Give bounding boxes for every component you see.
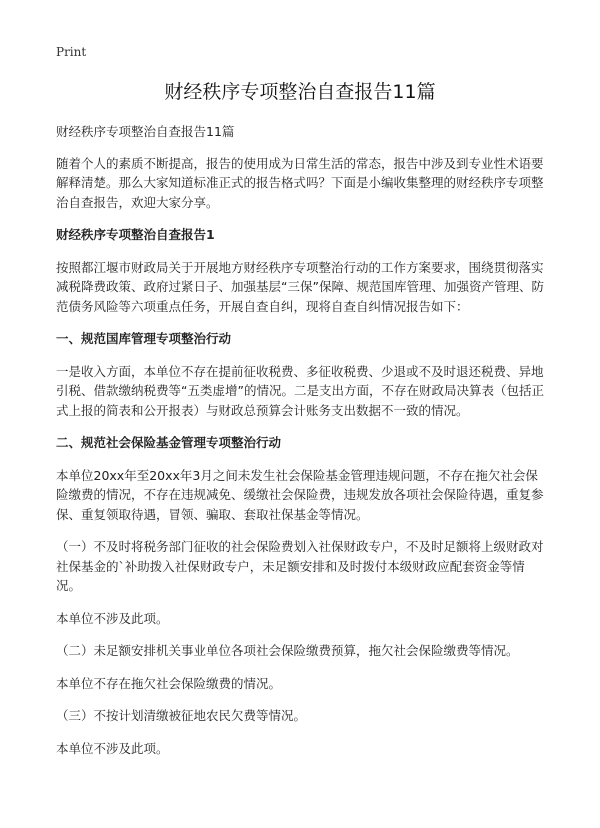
- note-1: 本单位不涉及此项。: [56, 610, 169, 626]
- page-title: 财经秩序专项整治自查报告11篇: [164, 81, 436, 103]
- article-body: [56, 122, 548, 771]
- list-item-2: （二）未足额安排机关事业单位各项社会保险缴费预算，拖欠社会保险缴费等情况。: [56, 643, 519, 658]
- paragraph-social-insurance: 本单位20xx年至20xx年3月之间未发生社会保险基金管理违规问题，不存在拖欠社会保险缴费的情况，不存在违规减免、缓缴社会保险费，违规发放各项社会保险待遇，重复参保、重复领取待遇，冒领、骗取、套取社保基金等情况。: [56, 467, 544, 522]
- article-subtitle: 财经秩序专项整治自查报告11篇: [56, 124, 235, 139]
- section-heading: 财经秩序专项整治自查报告1: [56, 227, 215, 242]
- heading-treasury: 一、规范国库管理专项整治行动: [56, 331, 232, 346]
- list-item-3: （三）不按计划清缴被征地农民欠费等情况。: [56, 708, 307, 723]
- heading-social-insurance: 二、规范社会保险基金管理专项整治行动: [56, 435, 282, 450]
- print-link[interactable]: Print: [56, 45, 87, 59]
- note-3: 本单位不涉及此项。: [56, 740, 169, 756]
- intro-paragraph: 随着个人的素质不断提高，报告的使用成为日常生活的常态，报告中涉及到专业性术语要解释清楚。那么大家知道标准正式的报告格式吗？下面是小编收集整理的财经秩序专项整治自查报告，欢迎大家分享。: [56, 155, 544, 210]
- list-item-1: （一）不及时将税务部门征收的社会保险费划入社保财政专户，不及时足额将上级财政对社保基金的`补助拨入社保财政专户，未足额安排和及时拨付本级财政应配套资金等情况。: [56, 539, 544, 593]
- note-2: 本单位不存在拖欠社会保险缴费的情况。: [56, 675, 282, 691]
- paragraph-overview: 按照都江堰市财政局关于开展地方财经秩序专项整治行动的工作方案要求，围绕贯彻落实减税降费政策、政府过紧日子、加强基层“三保”保障、规范国库管理、加强资产管理、防范债务风险等六项重点任务，开展自查自纠，现将自查自纠情况报告如下：: [56, 259, 544, 314]
- paragraph-treasury: 一是收入方面，本单位不存在提前征收税费、多征收税费、少退或不及时退还税费、异地引税、借款缴纳税费等“五类虚增”的情况。二是支出方面，不存在财政局决算表（包括正式上报的简表和公开报表）与财政总预算会计账务支出数据不一致的情况。: [56, 363, 544, 418]
